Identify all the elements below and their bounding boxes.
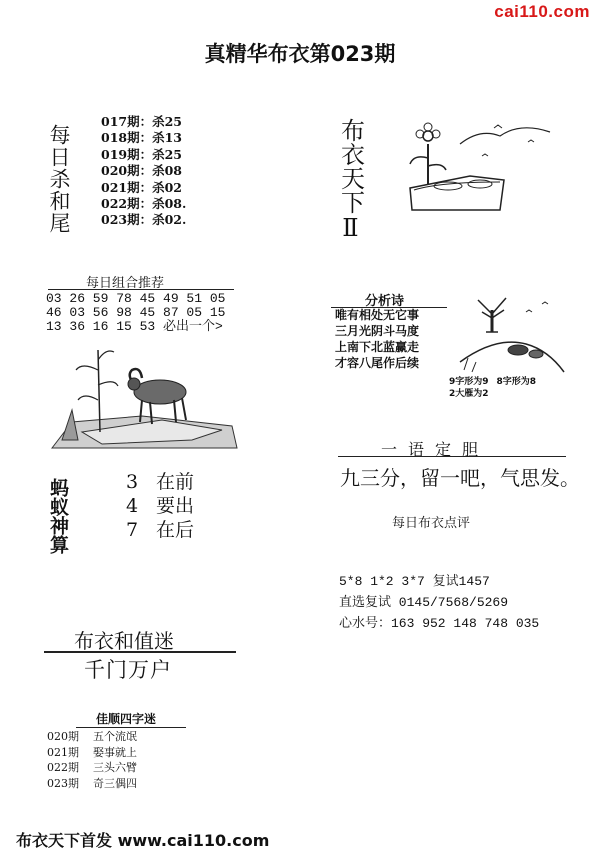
ram-illustration [42, 340, 242, 450]
poem-line: 三月光阴斗马度 [335, 324, 420, 338]
daily-tail-list [101, 114, 186, 229]
confidence-title: 一语定胆 [381, 440, 490, 459]
numbers-line: 心水号：163 952 148 748 035 [339, 616, 540, 631]
daily-combo-numbers [46, 292, 225, 334]
daily-tail-row: 022期：杀08. [101, 196, 187, 212]
four-char-list [47, 729, 137, 791]
four-char-title: 佳顺四字迷 [96, 712, 157, 726]
combo-line: 13 36 16 15 53 必出一个> [46, 319, 223, 334]
confidence-text: 九三分，留一吧，气思发。 [340, 466, 580, 490]
flower-rock-illustration [400, 118, 560, 218]
daily-tail-row: 020期：杀08 [101, 163, 182, 179]
riddle-title: 布衣和值迷 [74, 629, 174, 653]
four-char-row [47, 729, 137, 745]
daily-combo-title: 每日组合推荐 [86, 276, 165, 291]
daily-tail-row: 019期：杀25 [101, 146, 182, 162]
daily-tail-row: 023期：杀02. [101, 212, 187, 228]
ant-god-title: 蚂蚁神算 [47, 478, 69, 554]
page-title: 真精华布衣第023期 [204, 42, 396, 66]
tree-hill-illustration [456, 292, 566, 376]
four-char-period: 023期 [47, 776, 79, 790]
ant-row-text: 在后 [156, 519, 195, 541]
ant-row-number: 7 [126, 519, 139, 541]
daily-tail-row: 018期：杀13 [101, 130, 182, 146]
four-char-row [47, 760, 137, 776]
riddle-divider [44, 651, 236, 653]
combo-line: 03 26 59 78 45 49 51 05 [46, 291, 226, 306]
shape-note-line: 2大雁为2 [449, 389, 489, 399]
shape-note: 9字形为9 [449, 377, 489, 387]
confidence-divider [338, 456, 566, 457]
combo-line: 46 03 56 98 45 87 05 15 [46, 305, 226, 320]
analysis-poem-lines [335, 307, 419, 371]
four-char-text: 五个流氓 [93, 730, 137, 743]
shape-note-line [449, 376, 544, 388]
ant-row-number: 4 [126, 495, 139, 517]
brand-vertical-title: 布衣天下Ⅱ [336, 118, 365, 242]
ant-row [126, 518, 194, 542]
shape-note: 8字形为8 [496, 377, 537, 387]
four-char-row [47, 776, 137, 792]
ant-row [126, 470, 194, 494]
daily-tail-row: 017期：杀25 [101, 114, 182, 129]
ant-row-text: 要出 [156, 495, 195, 517]
daily-comment-title: 每日布衣点评 [392, 516, 471, 531]
ant-row-number: 3 [126, 471, 139, 493]
four-char-period: 022期 [47, 761, 79, 774]
four-char-period: 020期 [47, 730, 79, 743]
four-char-period: 021期 [47, 745, 79, 759]
numbers-line: 直选复试 0145/7568/5269 [339, 595, 509, 610]
four-char-text: 三头六臂 [93, 761, 137, 774]
four-char-divider [76, 727, 186, 728]
shape-notes [449, 376, 544, 400]
daily-tail-title: 每日杀和尾 [47, 124, 71, 234]
ant-row-text: 在前 [156, 471, 195, 493]
numbers-line: 5*8 1*2 3*7 复试1457 [339, 574, 490, 589]
poem-line: 上南下北蓝赢走 [335, 340, 420, 354]
four-char-text: 娶事就上 [93, 745, 137, 759]
ant-row [126, 494, 194, 518]
four-char-row [47, 745, 137, 761]
analysis-poem-title: 分析诗 [365, 294, 405, 309]
footer-text: 布衣天下首发 www.cai110.com [16, 831, 270, 850]
poem-line: 唯有相处无它事 [335, 308, 420, 322]
combo-divider [48, 289, 234, 290]
bottom-numbers [339, 571, 539, 634]
daily-tail-row: 021期：杀02 [101, 179, 182, 195]
riddle-answer: 千门万户 [84, 658, 172, 682]
ant-god-rows [126, 470, 194, 542]
watermark-site: cai110.com [494, 2, 590, 21]
poem-line: 才容八尾作后续 [335, 356, 420, 370]
four-char-text: 奇三偶四 [93, 776, 137, 790]
